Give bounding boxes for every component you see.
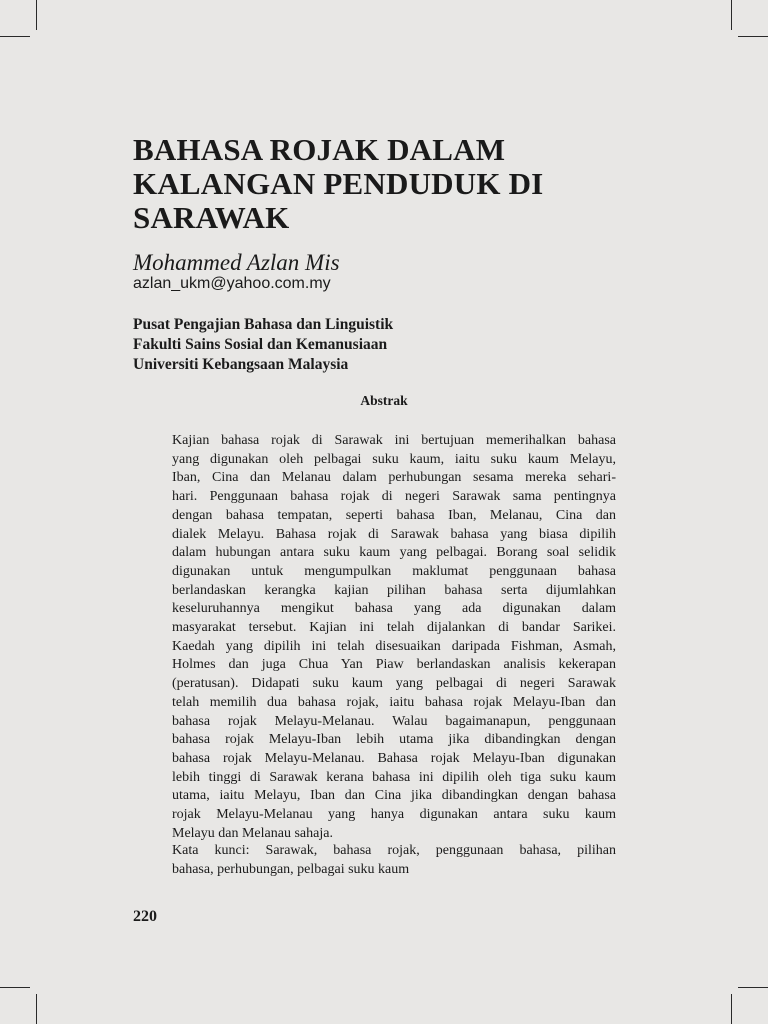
abstract-line: digunakan untuk mengumpulkan maklumat penggunaan bahasa (172, 563, 616, 579)
abstract-line: Iban, Cina dan Melanau dalam perhubungan sesama mereka sehari- (172, 470, 616, 486)
affiliation-line: Universiti Kebangsaan Malaysia (133, 356, 349, 373)
abstract-heading: Abstrak (360, 393, 408, 408)
abstract-line: (peratusan). Didapati suku kaum yang pelbagai di negeri Sarawak (172, 676, 616, 692)
crop-mark-bottom-right-vertical (731, 994, 732, 1024)
affiliation-line: Pusat Pengajian Bahasa dan Linguistik (133, 316, 394, 333)
crop-mark-bottom-left-vertical (36, 994, 37, 1024)
crop-mark-top-left-horizontal (0, 36, 30, 37)
abstract-line: keseluruhannya mengikut bahasa yang ada digunakan dalam (172, 601, 616, 617)
title-line: SARAWAK (133, 200, 290, 235)
abstract-body (172, 432, 616, 843)
affiliation-line: Fakulti Sains Sosial dan Kemanusiaan (133, 336, 388, 353)
page-number: 220 (133, 908, 157, 925)
abstract-line: Kaedah yang dipilih ini telah disesuaikan daripada Fishman, Asmah, (172, 638, 616, 654)
abstract-line: yang digunakan oleh pelbagai suku kaum, iaitu suku kaum Melayu, (172, 451, 616, 467)
abstract-line: utama, iaitu Melayu, Iban dan Cina jika dibandingkan dengan bahasa (172, 788, 616, 804)
abstract-line: masyarakat tersebut. Kajian ini telah dijalankan di bandar Sarikei. (172, 620, 616, 636)
crop-mark-bottom-right-horizontal (738, 987, 768, 988)
crop-mark-bottom-left-horizontal (0, 987, 30, 988)
abstract-line: Melayu dan Melanau sahaja. (172, 825, 333, 841)
article-title (133, 133, 653, 235)
abstract-line: bahasa rojak Melayu-Melanau. Walau bagaimanapun, penggunaan (172, 713, 616, 729)
title-line: KALANGAN PENDUDUK DI (133, 166, 544, 201)
abstract-line: lebih tinggi di Sarawak kerana bahasa ini dipilih oleh tiga suku kaum (172, 769, 616, 785)
abstract-line: dialek Melayu. Bahasa rojak di Sarawak bahasa yang biasa dipilih (172, 526, 616, 542)
abstract-line: rojak Melayu-Melanau yang hanya digunakan antara suku kaum (172, 807, 616, 823)
keywords-line: bahasa, perhubungan, pelbagai suku kaum (172, 861, 410, 877)
keywords-line: Kata kunci: Sarawak, bahasa rojak, penggunaan bahasa, pilihan (172, 843, 616, 858)
abstract-line: bahasa rojak Melayu-Melanau. Bahasa rojak Melayu-Iban digunakan (172, 750, 616, 766)
author-name: Mohammed Azlan Mis (133, 250, 340, 275)
abstract-line: bahasa rojak Melayu-Iban lebih utama jika dibandingkan dengan (172, 732, 616, 748)
author-email: azlan_ukm@yahoo.com.my (133, 275, 331, 292)
abstract-line: berlandaskan kerangka kajian pilihan bahasa serta dijumlahkan (172, 582, 616, 598)
crop-mark-top-right-vertical (731, 0, 732, 30)
crop-mark-top-left-vertical (36, 0, 37, 30)
author-affiliation (133, 315, 393, 375)
abstract-line: Kajian bahasa rojak di Sarawak ini bertujuan memerihalkan bahasa (172, 433, 616, 448)
abstract-line: Holmes dan juga Chua Yan Piaw berlandaskan analisis kekerapan (172, 657, 616, 673)
title-line: BAHASA ROJAK DALAM (133, 132, 506, 167)
crop-mark-top-right-horizontal (738, 36, 768, 37)
abstract-line: dalam hubungan antara suku kaum yang pelbagai. Borang soal selidik (172, 545, 616, 561)
abstract-line: dengan bahasa tempatan, seperti bahasa Iban, Melanau, Cina dan (172, 507, 616, 523)
abstract-line: telah memilih dua bahasa rojak, iaitu bahasa rojak Melayu-Iban dan (172, 694, 616, 710)
keywords (172, 842, 616, 879)
abstract-line: hari. Penggunaan bahasa rojak di negeri Sarawak sama pentingnya (172, 489, 616, 505)
